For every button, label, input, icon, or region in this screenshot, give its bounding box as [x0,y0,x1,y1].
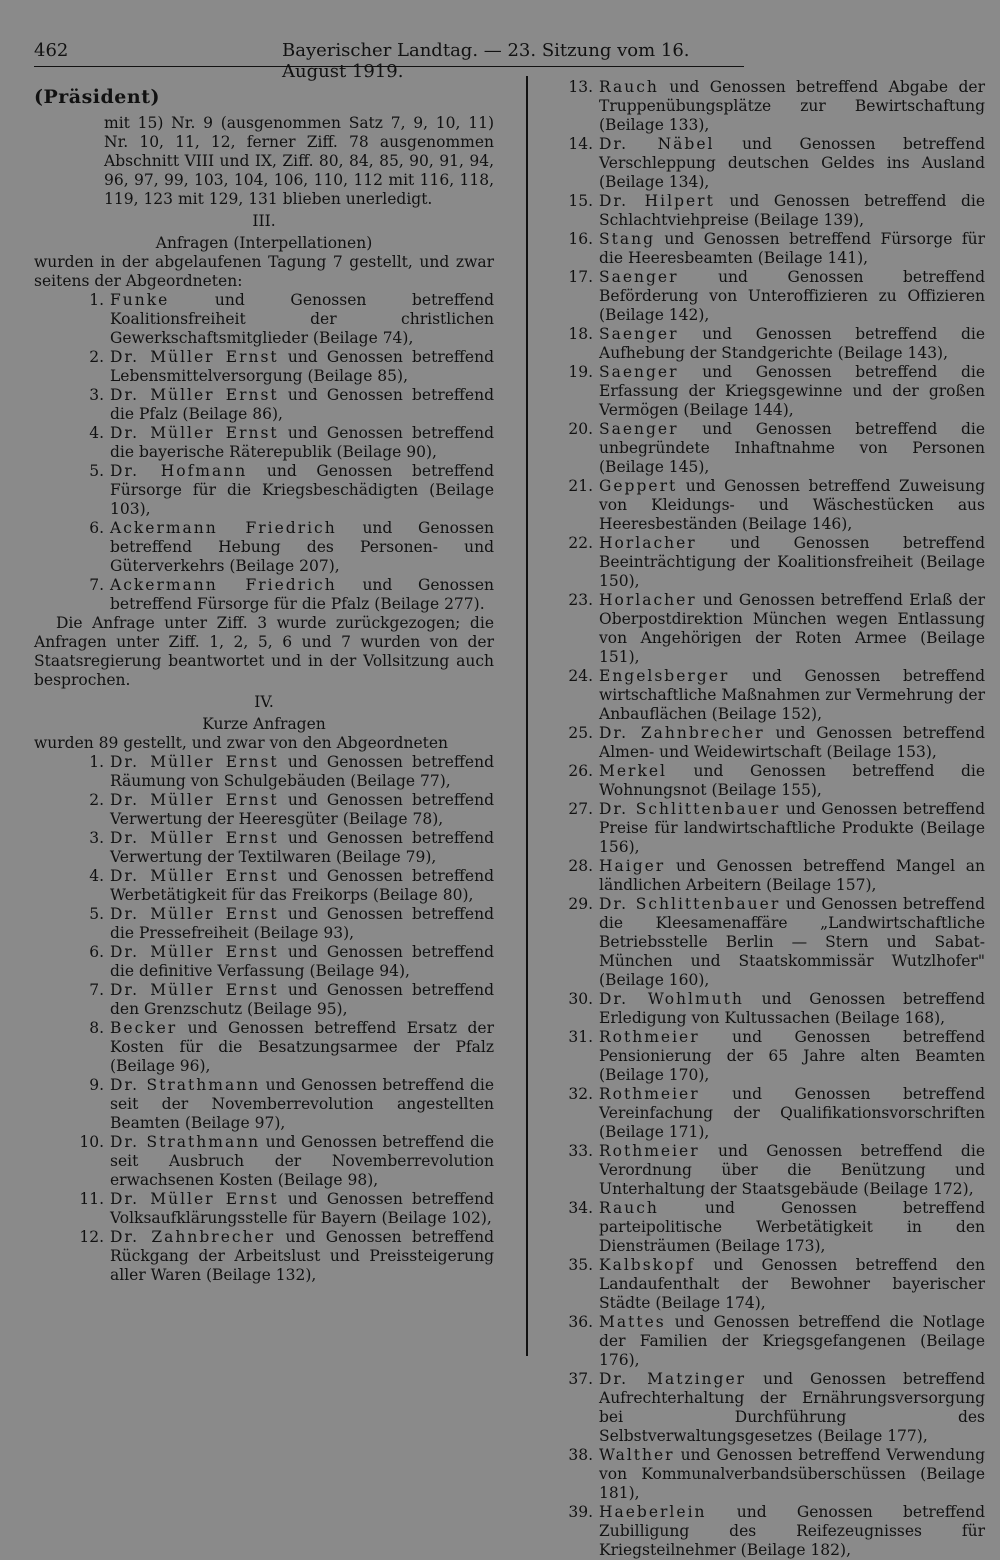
item-text: und Genossen betreffend den Landaufenthalt der Bewohner bayerischer Städte (Beilage 174), [599,1256,985,1312]
list-item [34,291,494,348]
item-text: und Genossen betreffend die Verordnung über die Benützung und Unterhaltung der Staatsgebäude (Beilage 172), [599,1142,985,1198]
item-number: 30. [568,990,593,1008]
item-name: Becker [110,1019,178,1037]
item-text: und Genossen betreffend die Aufhebung der Standgerichte (Beilage 143), [599,325,985,362]
item-name: Rauch [599,78,659,96]
item-number: 38. [568,1446,593,1464]
item-number: 20. [568,420,593,438]
item-name: Dr. Müller Ernst [110,905,279,923]
item-text: und Genossen betreffend Hebung des Personen- und Güterverkehrs (Beilage 207), [110,519,494,575]
item-number: 1. [89,291,104,309]
item-name: Rothmeier [599,1028,700,1046]
item-number: 16. [568,230,593,248]
item-name: Walther [599,1446,675,1464]
list-item [34,1076,494,1133]
list-item [34,753,494,791]
item-text: und Genossen betreffend Rückgang der Arbeitslust und Preissteigerung aller Waren (Beilage 132), [110,1228,495,1284]
section-4-numeral: IV. [254,693,274,711]
list-item [555,477,985,534]
item-number: 5. [89,905,104,923]
item-text: und Genossen betreffend Zuweisung von Kleidungs- und Wäschestücken aus Heeresbeständen (Beilage 146), [599,477,985,533]
section-3-lead: wurden in der abgelaufenen Tagung 7 gestellt, und zwar seitens der Abgeordneten: [34,253,494,290]
item-text: und Genossen betreffend Verschleppung deutschen Geldes ins Ausland (Beilage 134), [599,135,986,191]
item-number: 26. [568,762,593,780]
list-item [555,895,985,990]
list-item [555,1370,985,1446]
list-item [555,534,985,591]
list-item [34,1133,494,1190]
item-number: 14. [568,135,593,153]
list-item [34,519,494,576]
list-item [555,363,985,420]
item-number: 1. [89,753,104,771]
item-name: Geppert [599,477,678,495]
column-divider [526,76,528,1356]
item-number: 27. [568,800,593,818]
item-name: Dr. Müller Ernst [110,943,279,961]
item-name: Dr. Strathmann [110,1076,261,1094]
list-item [555,192,985,230]
item-name: Engelsberger [599,667,730,685]
item-text: und Genossen betreffend Pensionierung der 65 Jahre alten Beamten (Beilage 170), [599,1028,985,1084]
item-number: 32. [568,1085,593,1103]
item-name: Saenger [599,325,679,343]
item-name: Dr. Schlittenbauer [599,800,781,818]
item-text: und Genossen betreffend die Kleesamenaffäre „Landwirtschaftliche Betriebsstelle Berlin — Stern und Sabat-München und Staatskommissär Wutzlhofer" (Beilage 160), [599,895,986,989]
item-number: 23. [568,591,593,609]
item-text: und Genossen betreffend die Notlage der Familien der Kriegsgefangenen (Beilage 176), [599,1313,985,1369]
item-number: 37. [568,1370,593,1388]
list-item [34,791,494,829]
list-item [34,981,494,1019]
item-name: Dr. Näbel [599,135,715,153]
item-name: Mattes [599,1313,666,1331]
item-name: Ackermann Friedrich [110,519,337,537]
item-text: und Genossen betreffend Beeinträchtigung der Koalitionsfreiheit (Beilage 150), [599,534,985,590]
item-text: und Genossen betreffend Verwendung von Kommunalverbandsüberschüssen (Beilage 181), [599,1446,985,1502]
item-number: 21. [568,477,593,495]
item-name: Dr. Müller Ernst [110,424,279,442]
item-name: Kalbskopf [599,1256,696,1274]
item-text: und Genossen betreffend die Pfalz (Beilage 86), [110,386,495,423]
list-item [555,1313,985,1370]
item-name: Dr. Hilpert [599,192,715,210]
item-name: Funke [110,291,170,309]
list-item [555,1085,985,1142]
item-name: Horlacher [599,591,697,609]
list-item [555,990,985,1028]
item-number: 29. [568,895,593,913]
list-item [34,905,494,943]
item-number: 19. [568,363,593,381]
list-item [555,1256,985,1313]
item-number: 3. [89,386,104,404]
item-text: und Genossen betreffend Verwertung der Heeresgüter (Beilage 78), [110,791,495,828]
item-text: und Genossen betreffend die seit Ausbruch der Novemberrevolution erwachsenen Kosten (Beilage 98), [110,1133,494,1189]
item-name: Dr. Zahnbrecher [599,724,765,742]
item-text: und Genossen betreffend Ersatz der Kosten für die Besatzungsarmee der Pfalz (Beilage 96), [110,1019,494,1075]
item-name: Ackermann Friedrich [110,576,337,594]
item-text: und Genossen betreffend Zubilligung des Reifezeugnisses für Kriegsteilnehmer (Beilage 182), [599,1503,985,1559]
item-name: Haeberlein [599,1503,707,1521]
item-number: 7. [89,576,104,594]
item-text: und Genossen betreffend Beförderung von Unteroffizieren zu Offizieren (Beilage 142), [599,268,985,324]
item-name: Saenger [599,268,679,286]
item-name: Saenger [599,363,679,381]
list-item [34,462,494,519]
item-name: Dr. Müller Ernst [110,981,279,999]
item-text: und Genossen betreffend parteipolitische Werbetätigkeit in den Diensträumen (Beilage 173), [599,1199,985,1255]
item-name: Merkel [599,762,667,780]
item-name: Stang [599,230,655,248]
item-text: und Genossen betreffend Räumung von Schulgebäuden (Beilage 77), [110,753,495,790]
intro-paragraph: mit 15) Nr. 9 (ausgenommen Satz 7, 9, 10, 11) Nr. 10, 11, 12, ferner Ziff. 78 ausgenommen Abschnitt VIII und IX, Ziff. 80, 84, 85, 90, 91, 94, 96, 97, 99, 103, 104, 106, 110, 112 mit 116, 118, 119, 123 mit 129, 131 blieben unerledigt. [104,114,494,208]
item-name: Dr. Schlittenbauer [599,895,781,913]
short-questions-list [34,753,494,1285]
item-text: und Genossen betreffend Erledigung von Kultussachen (Beilage 168), [599,990,986,1027]
item-text: und Genossen betreffend die unbegründete Inhaftnahme von Personen (Beilage 145), [599,420,985,476]
item-name: Horlacher [599,534,697,552]
list-item [34,348,494,386]
list-item [555,762,985,800]
item-text: und Genossen betreffend Verwertung der Textilwaren (Beilage 79), [110,829,495,866]
item-text: und Genossen betreffend Fürsorge für die Kriegsbeschädigten (Beilage 103), [110,462,494,518]
item-name: Dr. Wohlmuth [599,990,744,1008]
item-number: 3. [89,829,104,847]
list-item [555,78,985,135]
item-text: und Genossen betreffend wirtschaftliche Maßnahmen zur Vermehrung der Anbauflächen (Beilage 152), [599,667,985,723]
item-text: und Genossen betreffend die definitive Verfassung (Beilage 94), [110,943,495,980]
item-number: 17. [568,268,593,286]
section-3-numeral: III. [252,212,276,230]
list-item [34,943,494,981]
list-item [34,867,494,905]
list-item [555,667,985,724]
list-item [34,424,494,462]
interpellation-list [34,291,494,614]
left-column [34,86,494,1285]
section-4-lead: wurden 89 gestellt, und zwar von den Abgeordneten [34,734,449,752]
item-text: und Genossen betreffend die bayerische Räterepublik (Beilage 90), [110,424,495,461]
item-number: 6. [89,943,104,961]
item-text: und Genossen betreffend die Schlachtviehpreise (Beilage 139), [599,192,985,229]
item-text: und Genossen betreffend Lebensmittelversorgung (Beilage 85), [110,348,495,385]
item-name: Dr. Zahnbrecher [110,1228,276,1246]
list-item [555,325,985,363]
item-number: 7. [89,981,104,999]
item-text: und Genossen betreffend Almen- und Weidewirtschaft (Beilage 153), [599,724,986,761]
item-number: 24. [568,667,593,685]
item-name: Dr. Müller Ernst [110,386,279,404]
item-number: 2. [89,791,104,809]
item-number: 5. [89,462,104,480]
list-item [555,1446,985,1503]
list-item [34,829,494,867]
item-text: und Genossen betreffend die Erfassung der Kriegsgewinne und der großen Vermögen (Beilage 144), [599,363,985,419]
list-item [34,1228,494,1285]
list-item [34,576,494,614]
item-text: und Genossen betreffend Koalitionsfreiheit der christlichen Gewerkschaftsmitglieder (Beilage 74), [110,291,494,347]
item-number: 8. [89,1019,104,1037]
item-text: und Genossen betreffend die Pressefreiheit (Beilage 93), [110,905,495,942]
item-name: Dr. Müller Ernst [110,867,279,885]
list-item [555,268,985,325]
item-name: Dr. Matzinger [599,1370,747,1388]
item-number: 25. [568,724,593,742]
item-name: Rauch [599,1199,659,1217]
item-text: und Genossen betreffend Erlaß der Oberpostdirektion München wegen Entlassung von Angehörigen der Roten Armee (Beilage 151), [599,591,985,666]
list-item [555,1199,985,1256]
item-name: Dr. Müller Ernst [110,791,279,809]
list-item [555,857,985,895]
page-number: 462 [34,40,69,61]
item-text: und Genossen betreffend Fürsorge für die Pfalz (Beilage 277). [110,576,494,613]
list-item [34,1019,494,1076]
item-number: 22. [568,534,593,552]
item-number: 36. [568,1313,593,1331]
item-name: Dr. Hofmann [110,462,248,480]
item-number: 28. [568,857,593,875]
item-name: Rothmeier [599,1085,700,1103]
list-item [34,386,494,424]
list-item [555,230,985,268]
running-title: Bayerischer Landtag. — 23. Sitzung vom 16. August 1919. [282,40,690,82]
list-item [555,1028,985,1085]
item-text: und Genossen betreffend Mangel an ländlichen Arbeitern (Beilage 157), [599,857,985,894]
item-text: und Genossen betreffend Abgabe der Truppenübungsplätze zur Bewirtschaftung (Beilage 133), [599,78,985,134]
item-number: 15. [568,192,593,210]
item-number: 34. [568,1199,593,1217]
list-item [555,420,985,477]
item-number: 4. [89,424,104,442]
section-4-heading: Kurze Anfragen [202,715,326,733]
item-text: und Genossen betreffend die seit der Novemberrevolution angestellten Beamten (Beilage 97), [110,1076,494,1132]
item-number: 13. [568,78,593,96]
item-name: Dr. Müller Ernst [110,829,279,847]
item-number: 18. [568,325,593,343]
item-number: 33. [568,1142,593,1160]
section-3-closing: Die Anfrage unter Ziff. 3 wurde zurückgezogen; die Anfragen unter Ziff. 1, 2, 5, 6 und 7 wurden von der Staatsregierung beantwortet und in der Vollsitzung auch besprochen. [34,614,494,689]
item-number: 39. [568,1503,593,1521]
list-item [555,1142,985,1199]
list-item [555,800,985,857]
list-item [555,724,985,762]
item-name: Rothmeier [599,1142,700,1160]
item-name: Dr. Strathmann [110,1133,261,1151]
item-number: 35. [568,1256,593,1274]
item-number: 10. [79,1133,104,1151]
item-text: und Genossen betreffend die Wohnungsnot (Beilage 155), [599,762,985,799]
item-name: Haiger [599,857,666,875]
item-text: und Genossen betreffend Preise für landwirtschaftliche Produkte (Beilage 156), [599,800,986,856]
item-text: und Genossen betreffend Vereinfachung der Qualifikationsvorschriften (Beilage 171), [599,1085,985,1141]
item-number: 11. [79,1190,104,1208]
list-item [555,135,985,192]
item-number: 9. [89,1076,104,1094]
item-name: Dr. Müller Ernst [110,753,279,771]
item-name: Dr. Müller Ernst [110,348,279,366]
right-column [555,78,985,1560]
item-number: 12. [79,1228,104,1246]
item-number: 6. [89,519,104,537]
item-name: Dr. Müller Ernst [110,1190,279,1208]
list-item [555,1503,985,1560]
item-number: 4. [89,867,104,885]
speaker-label: (Präsident) [34,86,160,108]
page-header [34,36,744,82]
list-item [555,591,985,667]
item-text: und Genossen betreffend Volksaufklärungsstelle für Bayern (Beilage 102), [110,1190,495,1227]
list-item [34,1190,494,1228]
section-3-heading: Anfragen (Interpellationen) [155,234,373,252]
item-number: 31. [568,1028,593,1046]
item-text: und Genossen betreffend den Grenzschutz (Beilage 95), [110,981,495,1018]
item-number: 2. [89,348,104,366]
item-text: und Genossen betreffend Werbetätigkeit für das Freikorps (Beilage 80), [110,867,495,904]
item-text: und Genossen betreffend Fürsorge für die Heeresbeamten (Beilage 141), [599,230,985,267]
short-questions-list-continued [555,78,985,1560]
item-name: Saenger [599,420,679,438]
item-text: und Genossen betreffend Aufrechterhaltung der Ernährungsversorgung bei Durchführung des Selbstverwaltungsgesetzes (Beilage 177), [599,1370,985,1445]
